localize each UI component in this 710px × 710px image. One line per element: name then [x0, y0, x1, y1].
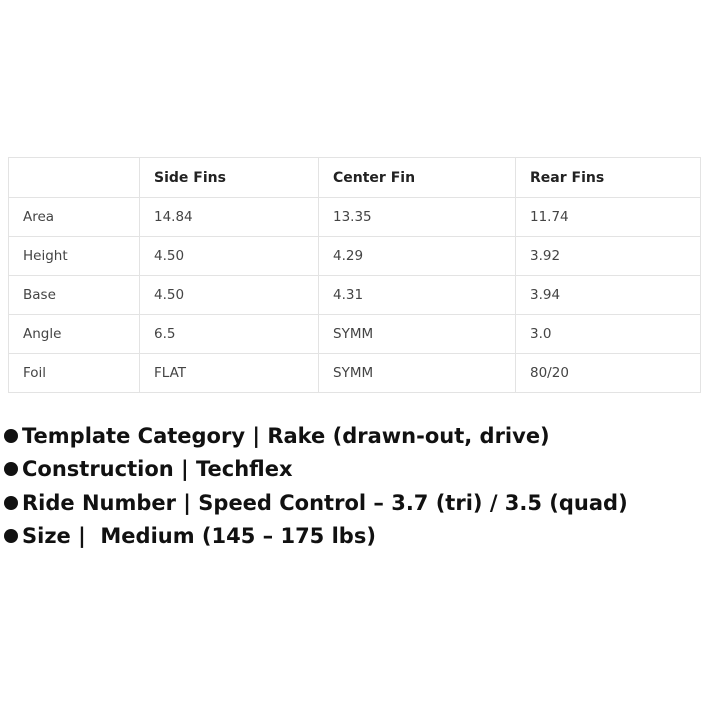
spec-text: Ride Number | Speed Control – 3.7 (tri) / 3.5 (quad) — [22, 490, 628, 515]
table-cell: 13.35 — [319, 198, 516, 237]
table-cell: 3.92 — [516, 237, 701, 276]
bullet-icon — [4, 496, 18, 510]
table-cell: 14.84 — [140, 198, 319, 237]
table-row — [9, 276, 701, 315]
table-cell: FLAT — [140, 354, 319, 393]
bullet-icon — [4, 462, 18, 476]
spec-item-ride-number — [4, 486, 628, 520]
spec-text: Size | Medium (145 – 175 lbs) — [22, 524, 376, 549]
table-cell: 3.0 — [516, 315, 701, 354]
table-cell: SYMM — [319, 315, 516, 354]
spec-item-construction — [4, 453, 628, 487]
table-cell: 80/20 — [516, 354, 701, 393]
table-cell: 4.50 — [140, 237, 319, 276]
fin-specs-table — [8, 157, 701, 393]
table-row — [9, 354, 701, 393]
table-cell: 11.74 — [516, 198, 701, 237]
table-header-cell: Side Fins — [140, 158, 319, 198]
table-cell: Height — [9, 237, 140, 276]
table-cell: SYMM — [319, 354, 516, 393]
table-cell: 6.5 — [140, 315, 319, 354]
table-cell: 3.94 — [516, 276, 701, 315]
table-row — [9, 198, 701, 237]
spec-text: Template Category | Rake (drawn-out, drive) — [22, 423, 550, 448]
spec-list — [4, 419, 628, 553]
table-cell: Foil — [9, 354, 140, 393]
table-cell: Base — [9, 276, 140, 315]
table-row — [9, 315, 701, 354]
table-header-cell: Center Fin — [319, 158, 516, 198]
table-header-row — [9, 158, 701, 198]
bullet-icon — [4, 529, 18, 543]
table-row — [9, 237, 701, 276]
spec-text: Construction | Techflex — [22, 457, 293, 482]
table-cell: 4.50 — [140, 276, 319, 315]
spec-item-template-category — [4, 419, 628, 453]
bullet-icon — [4, 429, 18, 443]
table-header-cell: Rear Fins — [516, 158, 701, 198]
table-header-cell — [9, 158, 140, 198]
table-cell: Angle — [9, 315, 140, 354]
table-cell: 4.29 — [319, 237, 516, 276]
spec-item-size — [4, 520, 628, 554]
table-cell: 4.31 — [319, 276, 516, 315]
table-cell: Area — [9, 198, 140, 237]
